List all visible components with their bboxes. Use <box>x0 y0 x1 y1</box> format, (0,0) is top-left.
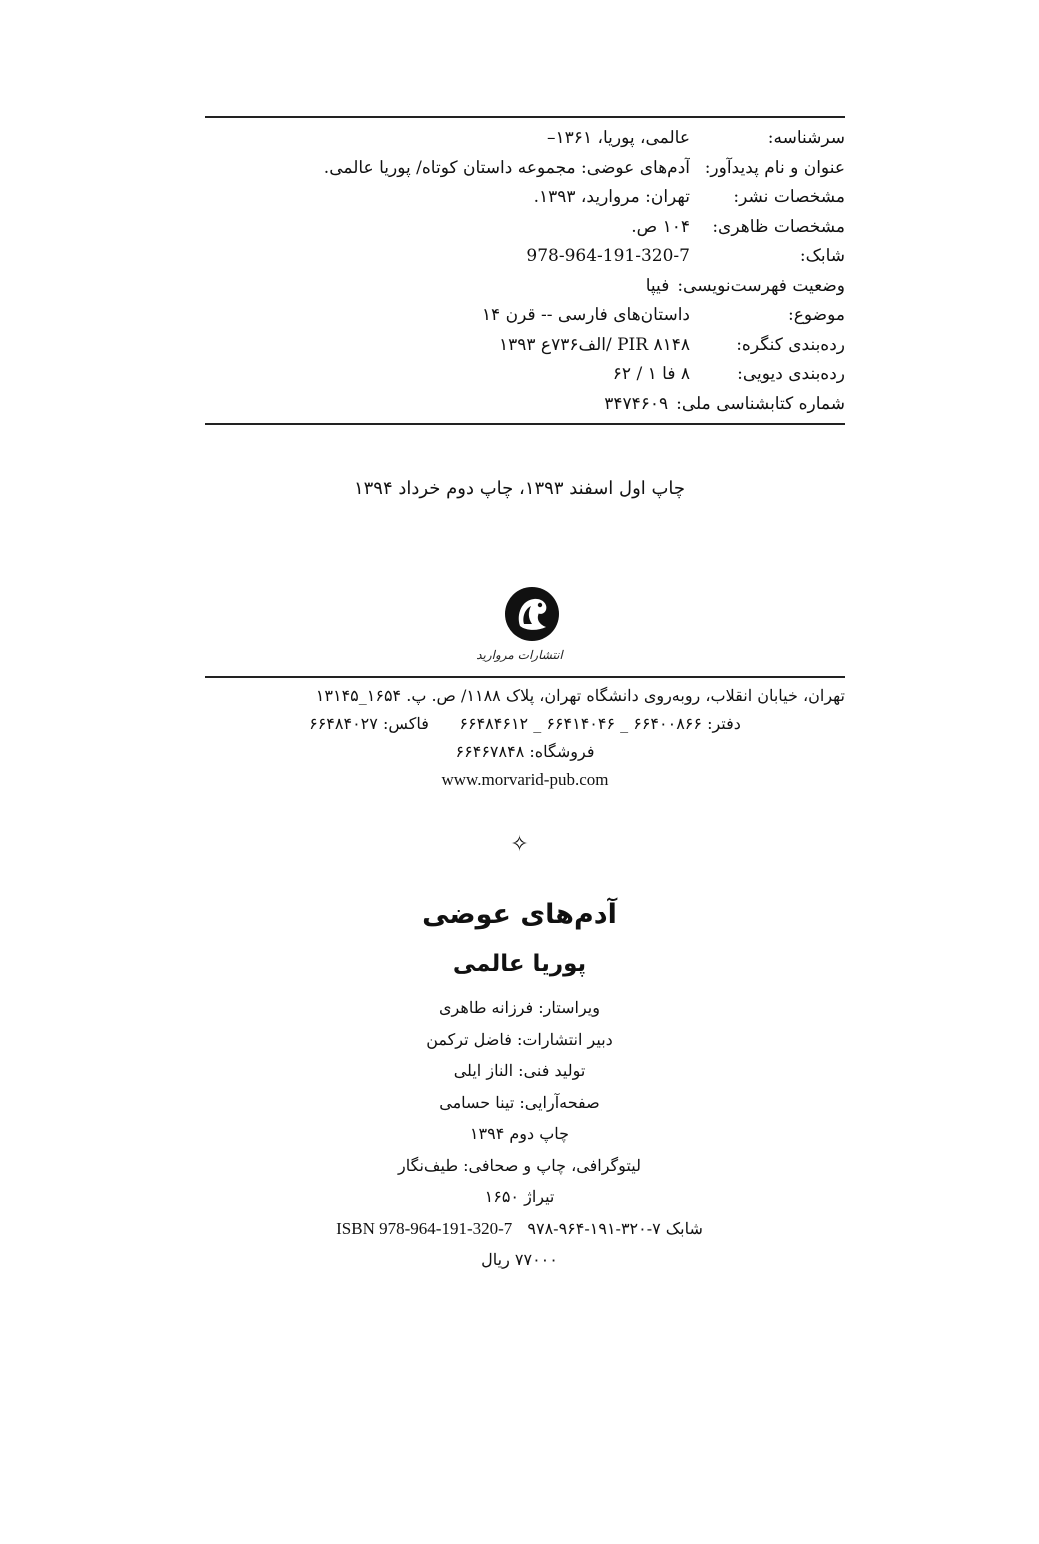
cip-label: مشخصات نشر: <box>733 187 845 207</box>
cip-label: عنوان و نام پدیدآور: <box>704 157 845 178</box>
credit-print-run: تیراژ ۱۶۵۰ <box>484 1187 555 1206</box>
cip-value: عالمی، پوریا، ۱۳۶۱– <box>547 128 690 148</box>
isbn-latin: ISBN 978-964-191-320-7 <box>336 1218 513 1238</box>
fax-number: فاکس: ۶۶۴۸۴۰۲۷ <box>309 714 429 733</box>
office-phones: دفتر: ۶۶۴۰۰۸۶۶ _ ۶۶۴۱۴۰۴۶ _ ۶۶۴۸۴۶۱۲ <box>459 714 741 733</box>
cip-value: تهران: مروارید، ۱۳۹۳. <box>533 187 690 207</box>
isbn-line <box>0 1213 1039 1245</box>
print-history: چاپ اول اسفند ۱۳۹۳، چاپ دوم خرداد ۱۳۹۴ <box>353 478 686 499</box>
cip-row-isbn <box>205 242 845 272</box>
credit-publishing-director: دبیر انتشارات: فاضل ترکمن <box>426 1029 613 1049</box>
cip-label: سرشناسه: <box>767 128 845 148</box>
cip-row-lc-class <box>205 331 845 361</box>
cataloging-in-publication-block <box>205 116 845 425</box>
cip-value: ۱۰۴ ص. <box>631 216 690 237</box>
phone-line <box>205 710 845 738</box>
cip-value: فیپا <box>645 275 670 296</box>
credit-edition: چاپ دوم ۱۳۹۴ <box>469 1124 570 1143</box>
credit-layout: صفحه‌آرایی: تینا حسامی <box>439 1092 600 1112</box>
cip-label: موضوع: <box>788 305 845 325</box>
cip-value: داستان‌های فارسی -- قرن ۱۴ <box>481 305 690 325</box>
cip-row-physical <box>205 213 845 243</box>
cip-value: PIR ۸۱۴۸ /الف۷۳۶ع ۱۳۹۳ <box>498 334 690 355</box>
cip-label: شابک: <box>799 246 845 266</box>
cip-row-status <box>205 272 845 302</box>
cip-label: رده‌بندی دیویی: <box>737 364 845 384</box>
book-author: پوریا عالمی <box>452 951 587 977</box>
publisher-contact-block <box>205 676 845 794</box>
cip-row-heading <box>205 124 845 154</box>
publisher-address: تهران، خیابان انقلاب، روبه‌روی دانشگاه تهران، پلاک ۱۱۸۸/ ص. پ. ۱۶۵۴_۱۳۱۴۵ <box>315 686 845 705</box>
publisher-logo-icon <box>502 584 562 644</box>
credit-printing: لیتوگرافی، چاپ و صحافی: طیف‌نگار <box>398 1155 641 1175</box>
cip-row-subject <box>205 301 845 331</box>
cip-row-national-bibliography <box>205 390 845 420</box>
cip-label: وضعیت فهرست‌نویسی: <box>677 275 845 296</box>
cip-row-dewey <box>205 360 845 390</box>
book-title: آدم‌های عوضی <box>422 899 617 930</box>
cip-label: رده‌بندی کنگره: <box>736 334 845 355</box>
credit-technical-production: تولید فنی: الناز ایلی <box>453 1061 586 1080</box>
isbn-value: 978-964-191-320-7 <box>526 246 690 266</box>
book-price: ۷۷۰۰۰ ریال <box>481 1250 558 1269</box>
cip-label: شماره کتابشناسی ملی: <box>676 393 845 414</box>
publisher-website: www.morvarid-pub.com <box>441 770 609 789</box>
cip-row-title <box>205 154 845 184</box>
cip-value <box>205 242 690 272</box>
diamond-divider-icon: ✧ <box>510 832 529 857</box>
cip-value: ۳۴۷۴۶۰۹ <box>604 393 669 414</box>
credit-editor: ویراستار: فرزانه طاهری <box>439 998 600 1017</box>
cip-value: آدم‌های عوضی: مجموعه داستان کوتاه/ پوریا عالمی. <box>323 157 690 178</box>
cip-label: مشخصات ظاهری: <box>712 216 845 237</box>
cip-value: ۸ فا ۱ / ۶۲ <box>612 364 690 384</box>
book-credits <box>0 890 1039 1276</box>
publisher-logo-text: انتشارات مروارید <box>476 648 563 662</box>
cip-row-publication <box>205 183 845 213</box>
store-phone: فروشگاه: ۶۶۴۶۷۸۴۸ <box>455 742 595 761</box>
isbn-persian: شابک ۷-۳۲۰-۱۹۱-۹۶۴-۹۷۸ <box>527 1218 703 1238</box>
